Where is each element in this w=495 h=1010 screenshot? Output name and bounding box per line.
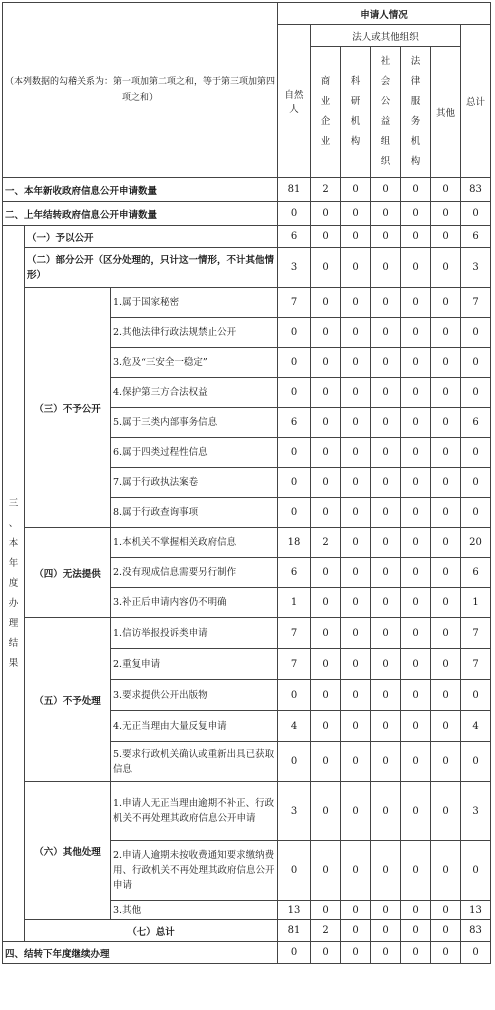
carryover-next-year-value-2: 0 [341, 942, 371, 964]
disclosed-value-6: 6 [461, 226, 491, 248]
not-disclosed-item-1-value-3: 0 [371, 288, 401, 318]
unable-to-provide-item-2-value-4: 0 [401, 558, 431, 588]
not-disclosed-item-5-value-2: 0 [341, 408, 371, 438]
not-disclosed-item-3-value-4: 0 [401, 348, 431, 378]
row-total: （七）总计 [25, 920, 278, 942]
not-disclosed-item-7-value-5: 0 [431, 468, 461, 498]
not-processed-item-2-value-5: 0 [431, 649, 461, 680]
other-handling-item-1-value-0: 3 [278, 782, 311, 841]
other-handling-item-2-value-5: 0 [431, 841, 461, 901]
partially-disclosed-value-1: 0 [311, 248, 341, 288]
other-handling-item-2-value-6: 0 [461, 841, 491, 901]
not-disclosed-item-8-value-4: 0 [401, 498, 431, 528]
not-processed-item-5-value-1: 0 [311, 742, 341, 782]
col-natural-person: 自然人 [278, 25, 311, 178]
not-disclosed-item-2-value-5: 0 [431, 318, 461, 348]
not-processed-item-1-value-1: 0 [311, 618, 341, 649]
not-disclosed-item-8-value-3: 0 [371, 498, 401, 528]
other-handling-item-3: 3.其他 [111, 901, 278, 920]
table-row [3, 782, 491, 841]
not-processed-item-4-value-6: 4 [461, 711, 491, 742]
not-disclosed-item-4-value-5: 0 [431, 378, 461, 408]
row-carryover-from-last-year: 二、上年结转政府信息公开申请数量 [3, 202, 278, 226]
not-processed-item-3-value-5: 0 [431, 680, 461, 711]
not-processed-item-2-value-4: 0 [401, 649, 431, 680]
not-processed-item-3-value-0: 0 [278, 680, 311, 711]
other-handling-item-3-value-4: 0 [401, 901, 431, 920]
not-disclosed-item-1-value-2: 0 [341, 288, 371, 318]
col-public-welfare [371, 47, 401, 178]
not-disclosed-item-3-value-5: 0 [431, 348, 461, 378]
not-processed-item-1-value-6: 7 [461, 618, 491, 649]
carryover-next-year-value-0: 0 [278, 942, 311, 964]
row-disclosed: （一）予以公开 [25, 226, 278, 248]
total-value-2: 0 [341, 920, 371, 942]
not-disclosed-item-6-value-6: 0 [461, 438, 491, 468]
carryover-next-year-value-3: 0 [371, 942, 401, 964]
not-processed-item-4-value-2: 0 [341, 711, 371, 742]
not-disclosed-item-1-value-6: 7 [461, 288, 491, 318]
unable-to-provide-item-1-value-5: 0 [431, 528, 461, 558]
not-disclosed-item-6-value-2: 0 [341, 438, 371, 468]
not-disclosed-item-2-value-1: 0 [311, 318, 341, 348]
unable-to-provide-item-3-value-3: 0 [371, 588, 401, 618]
table-note: （本列数据的勾稽关系为：第一项加第二项之和，等于第三项加第四项之和） [3, 3, 278, 178]
unable-to-provide-item-2-value-2: 0 [341, 558, 371, 588]
not-processed-item-5-value-0: 0 [278, 742, 311, 782]
other-handling-item-2-value-3: 0 [371, 841, 401, 901]
other-handling-item-2-value-2: 0 [341, 841, 371, 901]
not-disclosed-item-3-value-0: 0 [278, 348, 311, 378]
not-disclosed-item-2: 2.其他法律行政法规禁止公开 [111, 318, 278, 348]
col-business-text: 商 业 企 业 [320, 76, 331, 147]
unable-to-provide-item-2-value-0: 6 [278, 558, 311, 588]
disclosed-value-3: 0 [371, 226, 401, 248]
new-applications-value-4: 0 [401, 178, 431, 202]
not-processed-item-3-value-6: 0 [461, 680, 491, 711]
not-disclosed-item-5-value-5: 0 [431, 408, 461, 438]
total-value-3: 0 [371, 920, 401, 942]
unable-to-provide-item-2-value-6: 6 [461, 558, 491, 588]
not-disclosed-item-5-value-4: 0 [401, 408, 431, 438]
not-disclosed-item-8-value-1: 0 [311, 498, 341, 528]
other-handling-item-3-value-6: 13 [461, 901, 491, 920]
not-disclosed-item-7-value-2: 0 [341, 468, 371, 498]
col-research-text: 科 研 机 构 [350, 76, 361, 147]
not-processed-item-1-value-4: 0 [401, 618, 431, 649]
unable-to-provide-item-2-value-3: 0 [371, 558, 401, 588]
col-total: 总计 [461, 25, 491, 178]
table-row [3, 920, 491, 942]
not-disclosed-item-2-value-0: 0 [278, 318, 311, 348]
not-disclosed-item-2-value-4: 0 [401, 318, 431, 348]
not-disclosed-item-7-value-6: 0 [461, 468, 491, 498]
not-disclosed-item-1-value-5: 0 [431, 288, 461, 318]
unable-to-provide-item-2: 2.没有现成信息需要另行制作 [111, 558, 278, 588]
other-handling-item-3-value-5: 0 [431, 901, 461, 920]
unable-to-provide-item-1-value-6: 20 [461, 528, 491, 558]
col-research [341, 47, 371, 178]
carryover-next-year-value-5: 0 [431, 942, 461, 964]
unable-to-provide-item-3-value-5: 0 [431, 588, 461, 618]
unable-to-provide-item-3-value-1: 0 [311, 588, 341, 618]
disclosed-value-5: 0 [431, 226, 461, 248]
col-public-welfare-text: 社 会 公 益 组 织 [380, 56, 391, 167]
not-processed-item-4: 4.无正当理由大量反复申请 [111, 711, 278, 742]
not-disclosed-item-4-value-0: 0 [278, 378, 311, 408]
not-processed-item-2-value-6: 7 [461, 649, 491, 680]
not-disclosed-item-2-value-2: 0 [341, 318, 371, 348]
not-processed-item-1-value-3: 0 [371, 618, 401, 649]
unable-to-provide-item-3-value-0: 1 [278, 588, 311, 618]
not-disclosed-item-3-value-2: 0 [341, 348, 371, 378]
partially-disclosed-value-2: 0 [341, 248, 371, 288]
not-processed-item-5-value-2: 0 [341, 742, 371, 782]
other-handling-item-2-value-1: 0 [311, 841, 341, 901]
not-disclosed-item-4-value-1: 0 [311, 378, 341, 408]
total-value-4: 0 [401, 920, 431, 942]
partially-disclosed-value-4: 0 [401, 248, 431, 288]
not-disclosed-item-1-value-1: 0 [311, 288, 341, 318]
not-processed-item-2-value-1: 0 [311, 649, 341, 680]
not-disclosed-item-4-value-4: 0 [401, 378, 431, 408]
not-disclosed-item-8-value-6: 0 [461, 498, 491, 528]
not-disclosed-item-8: 8.属于行政查询事项 [111, 498, 278, 528]
unable-to-provide-item-2-value-1: 0 [311, 558, 341, 588]
not-disclosed-item-1-value-0: 7 [278, 288, 311, 318]
new-applications-value-5: 0 [431, 178, 461, 202]
not-processed-item-3-value-4: 0 [401, 680, 431, 711]
not-disclosed-group-label: （三）不予公开 [25, 288, 111, 528]
table-row [3, 288, 491, 318]
not-processed-item-4-value-4: 0 [401, 711, 431, 742]
new-applications-value-2: 0 [341, 178, 371, 202]
not-processed-item-4-value-5: 0 [431, 711, 461, 742]
other-handling-item-1-value-4: 0 [401, 782, 431, 841]
table-row [3, 178, 491, 202]
not-disclosed-item-2-value-3: 0 [371, 318, 401, 348]
row-new-applications: 一、本年新收政府信息公开申请数量 [3, 178, 278, 202]
carryover-next-year-value-6: 0 [461, 942, 491, 964]
carryover-last-year-value-4: 0 [401, 202, 431, 226]
other-handling-item-3-value-3: 0 [371, 901, 401, 920]
col-business [311, 47, 341, 178]
not-disclosed-item-5: 5.属于三类内部事务信息 [111, 408, 278, 438]
not-processed-item-5-value-5: 0 [431, 742, 461, 782]
disclosed-value-1: 0 [311, 226, 341, 248]
not-disclosed-item-8-value-2: 0 [341, 498, 371, 528]
new-applications-value-6: 83 [461, 178, 491, 202]
carryover-next-year-value-1: 0 [311, 942, 341, 964]
carryover-last-year-value-3: 0 [371, 202, 401, 226]
not-processed-item-3: 3.要求提供公开出版物 [111, 680, 278, 711]
not-processed-item-1-value-2: 0 [341, 618, 371, 649]
not-disclosed-item-7-value-0: 0 [278, 468, 311, 498]
other-handling-item-2-value-0: 0 [278, 841, 311, 901]
unable-to-provide-item-3-value-4: 0 [401, 588, 431, 618]
disclosed-value-0: 6 [278, 226, 311, 248]
section-3-text: 三 、 本 年 度 办 理 结 果 [8, 497, 19, 669]
section-3-label [3, 226, 25, 942]
not-disclosed-item-5-value-1: 0 [311, 408, 341, 438]
carryover-last-year-value-6: 0 [461, 202, 491, 226]
other-handling-item-3-value-2: 0 [341, 901, 371, 920]
not-disclosed-item-4-value-6: 0 [461, 378, 491, 408]
total-value-1: 2 [311, 920, 341, 942]
disclosed-value-4: 0 [401, 226, 431, 248]
other-handling-item-1-value-5: 0 [431, 782, 461, 841]
not-disclosed-item-1: 1.属于国家秘密 [111, 288, 278, 318]
other-handling-item-1-value-2: 0 [341, 782, 371, 841]
not-disclosed-item-6: 6.属于四类过程性信息 [111, 438, 278, 468]
carryover-last-year-value-0: 0 [278, 202, 311, 226]
not-disclosed-item-8-value-5: 0 [431, 498, 461, 528]
legal-orgs-header: 法人或其他组织 [311, 25, 461, 47]
col-other: 其他 [431, 47, 461, 178]
table-row [3, 942, 491, 964]
not-disclosed-item-5-value-3: 0 [371, 408, 401, 438]
new-applications-value-1: 2 [311, 178, 341, 202]
not-disclosed-item-5-value-6: 6 [461, 408, 491, 438]
col-legal-service-text: 法 律 服 务 机 构 [410, 56, 421, 167]
disclosed-value-2: 0 [341, 226, 371, 248]
not-disclosed-item-3-value-1: 0 [311, 348, 341, 378]
unable-to-provide-group-label: （四）无法提供 [25, 528, 111, 618]
applicant-header: 申请人情况 [278, 3, 491, 25]
table-row [3, 618, 491, 649]
not-disclosed-item-6-value-3: 0 [371, 438, 401, 468]
not-disclosed-item-6-value-4: 0 [401, 438, 431, 468]
unable-to-provide-item-1-value-2: 0 [341, 528, 371, 558]
not-disclosed-item-4: 4.保护第三方合法权益 [111, 378, 278, 408]
total-value-0: 81 [278, 920, 311, 942]
table-row [3, 226, 491, 248]
other-handling-item-1-value-6: 3 [461, 782, 491, 841]
col-legal-service [401, 47, 431, 178]
unable-to-provide-item-1-value-4: 0 [401, 528, 431, 558]
other-handling-item-3-value-1: 0 [311, 901, 341, 920]
not-processed-item-1-value-0: 7 [278, 618, 311, 649]
new-applications-value-3: 0 [371, 178, 401, 202]
other-handling-group-label: （六）其他处理 [25, 782, 111, 920]
other-handling-item-1-value-1: 0 [311, 782, 341, 841]
carryover-last-year-value-5: 0 [431, 202, 461, 226]
not-disclosed-item-5-value-0: 6 [278, 408, 311, 438]
not-disclosed-item-6-value-5: 0 [431, 438, 461, 468]
not-disclosed-item-7: 7.属于行政执法案卷 [111, 468, 278, 498]
unable-to-provide-item-1-value-0: 18 [278, 528, 311, 558]
unable-to-provide-item-3-value-6: 1 [461, 588, 491, 618]
carryover-last-year-value-2: 0 [341, 202, 371, 226]
not-processed-item-2-value-3: 0 [371, 649, 401, 680]
not-disclosed-item-7-value-4: 0 [401, 468, 431, 498]
other-handling-item-3-value-0: 13 [278, 901, 311, 920]
table-row [3, 202, 491, 226]
not-disclosed-item-2-value-6: 0 [461, 318, 491, 348]
not-processed-item-2-value-2: 0 [341, 649, 371, 680]
not-disclosed-item-4-value-3: 0 [371, 378, 401, 408]
partially-disclosed-value-5: 0 [431, 248, 461, 288]
unable-to-provide-item-2-value-5: 0 [431, 558, 461, 588]
new-applications-value-0: 81 [278, 178, 311, 202]
other-handling-item-1-value-3: 0 [371, 782, 401, 841]
not-processed-item-5-value-3: 0 [371, 742, 401, 782]
unable-to-provide-item-1-value-3: 0 [371, 528, 401, 558]
carryover-next-year-value-4: 0 [401, 942, 431, 964]
not-processed-item-1-value-5: 0 [431, 618, 461, 649]
not-disclosed-item-6-value-0: 0 [278, 438, 311, 468]
disclosure-statistics-table [2, 2, 491, 964]
not-disclosed-item-7-value-3: 0 [371, 468, 401, 498]
not-processed-item-3-value-1: 0 [311, 680, 341, 711]
table-row [3, 248, 491, 288]
unable-to-provide-item-1-value-1: 2 [311, 528, 341, 558]
not-disclosed-item-3-value-6: 0 [461, 348, 491, 378]
not-processed-item-3-value-2: 0 [341, 680, 371, 711]
not-disclosed-item-7-value-1: 0 [311, 468, 341, 498]
not-processed-item-1: 1.信访举报投诉类申请 [111, 618, 278, 649]
not-disclosed-item-1-value-4: 0 [401, 288, 431, 318]
other-handling-item-1: 1.申请人无正当理由逾期不补正、行政机关不再处理其政府信息公开申请 [111, 782, 278, 841]
unable-to-provide-item-3-value-2: 0 [341, 588, 371, 618]
not-processed-item-2-value-0: 7 [278, 649, 311, 680]
partially-disclosed-value-6: 3 [461, 248, 491, 288]
unable-to-provide-item-1: 1.本机关不掌握相关政府信息 [111, 528, 278, 558]
not-processed-item-2: 2.重复申请 [111, 649, 278, 680]
not-processed-item-4-value-1: 0 [311, 711, 341, 742]
row-carryover-next-year: 四、结转下年度继续办理 [3, 942, 278, 964]
unable-to-provide-item-3: 3.补正后申请内容仍不明确 [111, 588, 278, 618]
table-row [3, 528, 491, 558]
row-partially-disclosed: （二）部分公开（区分处理的，只计这一情形，不计其他情形） [25, 248, 278, 288]
not-processed-group-label: （五）不予处理 [25, 618, 111, 782]
not-disclosed-item-3-value-3: 0 [371, 348, 401, 378]
not-processed-item-4-value-3: 0 [371, 711, 401, 742]
not-disclosed-item-8-value-0: 0 [278, 498, 311, 528]
not-disclosed-item-3: 3.危及“三安全一稳定” [111, 348, 278, 378]
carryover-last-year-value-1: 0 [311, 202, 341, 226]
not-processed-item-5-value-6: 0 [461, 742, 491, 782]
other-handling-item-2: 2.申请人逾期未按收费通知要求缴纳费用、行政机关不再处理其政府信息公开申请 [111, 841, 278, 901]
not-disclosed-item-6-value-1: 0 [311, 438, 341, 468]
total-value-6: 83 [461, 920, 491, 942]
not-processed-item-5-value-4: 0 [401, 742, 431, 782]
not-processed-item-4-value-0: 4 [278, 711, 311, 742]
partially-disclosed-value-0: 3 [278, 248, 311, 288]
other-handling-item-2-value-4: 0 [401, 841, 431, 901]
not-disclosed-item-4-value-2: 0 [341, 378, 371, 408]
not-processed-item-3-value-3: 0 [371, 680, 401, 711]
total-value-5: 0 [431, 920, 461, 942]
partially-disclosed-value-3: 0 [371, 248, 401, 288]
not-processed-item-5: 5.要求行政机关确认或重新出具已获取信息 [111, 742, 278, 782]
